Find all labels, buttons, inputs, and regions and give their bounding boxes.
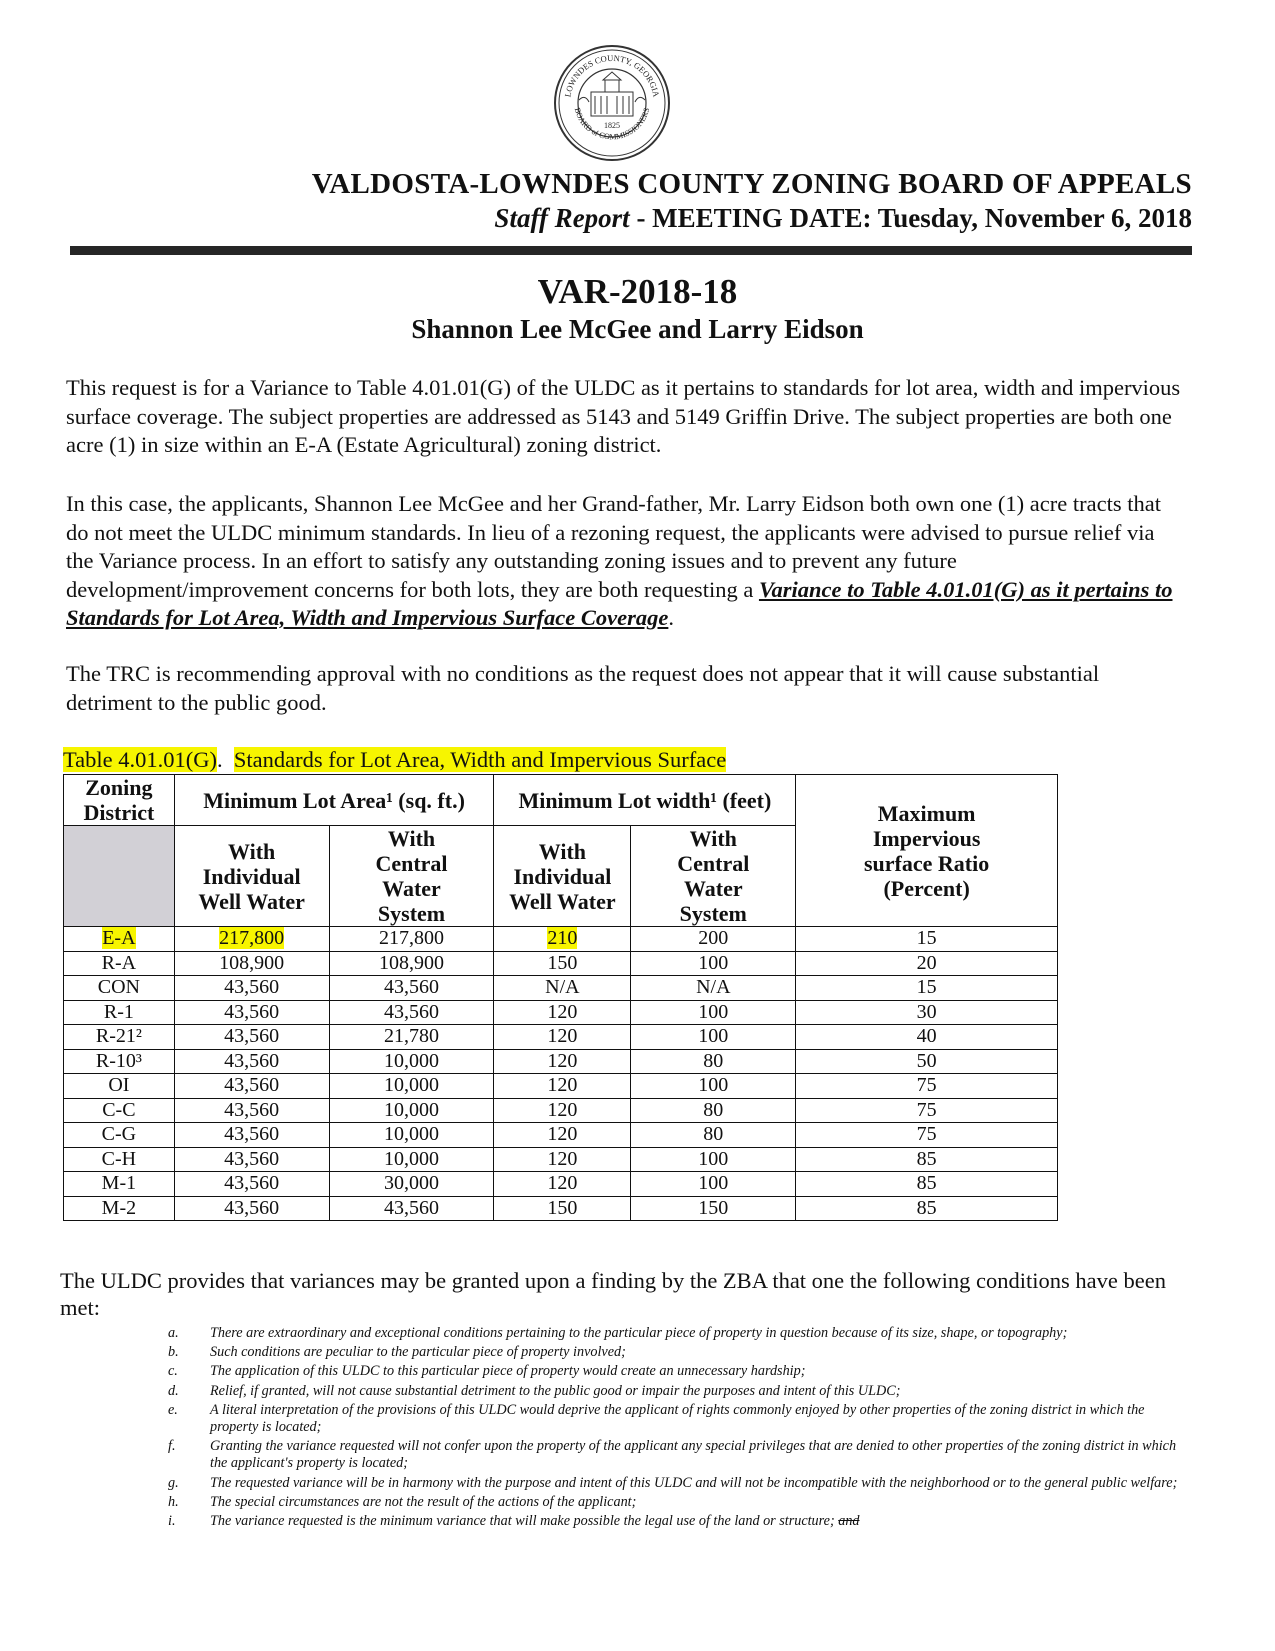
meeting-date: - MEETING DATE: Tuesday, November 6, 2018 — [629, 203, 1192, 233]
width-well-cell: 120 — [494, 1049, 631, 1074]
list-item: f. Granting the variance requested will not confer upon the property of the applicant any special privileges that are denied to other properties of the zoning district in which the applicant's property is located; — [168, 1438, 1177, 1472]
area-well-cell: 43,560 — [174, 1147, 329, 1172]
area-central-cell: 43,560 — [329, 1000, 494, 1025]
table-caption-title: Standards for Lot Area, Width and Impervious Surface — [233, 747, 727, 772]
width-well-cell: 210 — [494, 927, 631, 952]
area-central-cell: 21,780 — [329, 1025, 494, 1050]
impervious-cell: 75 — [796, 1098, 1058, 1123]
list-item: g. The requested variance will be in harmony with the purpose and intent of this ULDC and will not be incompatible with the neighborhood or to the general public welfare; — [168, 1474, 1178, 1491]
area-central-cell: 108,900 — [329, 951, 494, 976]
width-central-cell: 150 — [631, 1196, 796, 1221]
width-well-cell: 120 — [494, 1000, 631, 1025]
width-well-cell: 150 — [494, 951, 631, 976]
district-cell: R-21² — [64, 1025, 175, 1050]
list-item: d. Relief, if granted, will not cause substantial detriment to the public good or impair the purposes and intent of this ULDC; — [168, 1382, 901, 1399]
impervious-cell: 75 — [796, 1123, 1058, 1148]
district-cell: E-A — [64, 927, 175, 952]
table-caption — [63, 747, 726, 773]
district-cell: C-H — [64, 1147, 175, 1172]
district-cell: M-2 — [64, 1196, 175, 1221]
width-well-cell: 120 — [494, 1074, 631, 1099]
width-central-cell: 100 — [631, 1000, 796, 1025]
list-item: b. Such conditions are peculiar to the particular piece of property involved; — [168, 1344, 626, 1361]
width-central-cell: 100 — [631, 1074, 796, 1099]
district-cell: R-1 — [64, 1000, 175, 1025]
width-central-cell: 80 — [631, 1049, 796, 1074]
district-cell: R-10³ — [64, 1049, 175, 1074]
area-well-cell: 43,560 — [174, 1074, 329, 1099]
area-well-cell: 43,560 — [174, 1049, 329, 1074]
list-item: i. The variance requested is the minimum variance that will make possible the legal use of the land or structure; and — [168, 1513, 860, 1530]
table-row — [64, 1049, 1058, 1074]
svg-text:LOWNDES COUNTY, GEORGIA: LOWNDES COUNTY, GEORGIA — [562, 52, 662, 98]
header-divider — [70, 246, 1192, 255]
width-central-cell: 100 — [631, 951, 796, 976]
impervious-cell: 15 — [796, 976, 1058, 1001]
case-number: VAR-2018-18 — [537, 272, 738, 311]
width-well-cell: 120 — [494, 1147, 631, 1172]
district-cell: C-G — [64, 1123, 175, 1148]
width-well-cell: 120 — [494, 1098, 631, 1123]
area-central-cell: 10,000 — [329, 1147, 494, 1172]
table-caption-id: Table 4.01.01(G) — [63, 747, 218, 772]
conditions-intro: The ULDC provides that variances may be granted upon a finding by the ZBA that one the following conditions have been met: — [60, 1268, 1166, 1320]
area-well-cell: 43,560 — [174, 976, 329, 1001]
table-row — [64, 976, 1058, 1001]
applicants-title: Shannon Lee McGee and Larry Eidson — [411, 314, 864, 344]
area-central-cell: 10,000 — [329, 1098, 494, 1123]
meeting-line — [494, 203, 1192, 234]
background-end: . — [668, 605, 674, 630]
impervious-cell: 15 — [796, 927, 1058, 952]
table-row — [64, 1123, 1058, 1148]
header-min-lot-area: Minimum Lot Area¹ (sq. ft.) — [174, 775, 494, 826]
district-cell: CON — [64, 976, 175, 1001]
request-paragraph: This request is for a Variance to Table 4.01.01(G) of the ULDC as it pertains to standards for lot area, width and impervious surface coverage. The subject properties are addressed as 5143 and 5149 Griffin Drive. The subject properties are both one acre (1) in size within an E-A (Estate Agricultural) zoning district. — [66, 375, 1181, 457]
table-row — [64, 1098, 1058, 1123]
width-central-cell: 80 — [631, 1098, 796, 1123]
table-row — [64, 1074, 1058, 1099]
impervious-cell: 30 — [796, 1000, 1058, 1025]
area-central-cell: 43,560 — [329, 976, 494, 1001]
table-row — [64, 951, 1058, 976]
header-area-individual-well: With Individual Well Water — [174, 826, 329, 927]
district-cell: OI — [64, 1074, 175, 1099]
width-central-cell: 200 — [631, 927, 796, 952]
zoning-standards-table — [63, 774, 1058, 1221]
header-width-individual-well: With Individual Well Water — [494, 826, 631, 927]
staff-report-label: Staff Report — [494, 203, 630, 233]
impervious-cell: 75 — [796, 1074, 1058, 1099]
variance-request-emphasis: Variance to Table 4.01.01(G) as it pertains to Standards for Lot Area, Width and Impervious Surface Coverage — [66, 576, 1173, 630]
board-title: VALDOSTA-LOWNDES COUNTY ZONING BOARD OF APPEALS — [311, 168, 1192, 200]
struck-word: and — [838, 1513, 860, 1530]
impervious-cell: 50 — [796, 1049, 1058, 1074]
table-caption-sep: . — [217, 747, 234, 772]
area-well-cell: 43,560 — [174, 1123, 329, 1148]
district-cell: C-C — [64, 1098, 175, 1123]
list-item: a. There are extraordinary and exceptional conditions pertaining to the particular piece of property in question because of its size, shape, or topography; — [168, 1325, 1068, 1341]
header-zoning-district: Zoning District — [64, 775, 175, 826]
width-central-cell: 80 — [631, 1123, 796, 1148]
width-central-cell: 100 — [631, 1147, 796, 1172]
table-row — [64, 1025, 1058, 1050]
area-central-cell: 10,000 — [329, 1074, 494, 1099]
width-central-cell: 100 — [631, 1025, 796, 1050]
width-central-cell: 100 — [631, 1172, 796, 1197]
recommendation-paragraph: The TRC is recommending approval with no conditions as the request does not appear that it will cause substantial detriment to the public good. — [66, 661, 1100, 715]
area-well-cell: 43,560 — [174, 1172, 329, 1197]
background-text: In this case, the applicants, Shannon Lee McGee and her Grand-father, Mr. Larry Eidson both own one (1) acre tracts that do not meet the ULDC minimum standards. In lieu of a rezoning request, the applicants were advised to pursue relief via the Variance process. In an effort to satisfy any outstanding zoning issues and to prevent any future development/improvement concerns for both lots, they are both requesting a — [66, 491, 1161, 602]
width-well-cell: N/A — [494, 976, 631, 1001]
header-width-central-water: With Central Water System — [631, 826, 796, 927]
area-well-cell: 108,900 — [174, 951, 329, 976]
area-well-cell: 43,560 — [174, 1098, 329, 1123]
table-row — [64, 1000, 1058, 1025]
list-item: c. The application of this ULDC to this particular piece of property would create an unnecessary hardship; — [168, 1363, 806, 1380]
impervious-cell: 85 — [796, 1196, 1058, 1221]
list-item: e. A literal interpretation of the provisions of this ULDC would deprive the applicant of rights commonly enjoyed by other properties of the zoning district in which the property is located; — [168, 1401, 1145, 1436]
width-well-cell: 120 — [494, 1172, 631, 1197]
width-well-cell: 150 — [494, 1196, 631, 1221]
area-well-cell: 43,560 — [174, 1025, 329, 1050]
seal-year: 1825 — [604, 121, 620, 130]
county-seal-logo — [553, 44, 671, 162]
header-max-impervious: Maximum Impervious surface Ratio (Percent) — [796, 775, 1058, 927]
svg-text:BOARD of COMMISSIONERS: BOARD of COMMISSIONERS — [572, 106, 652, 142]
width-well-cell: 120 — [494, 1025, 631, 1050]
conditions-list — [150, 1325, 1190, 1532]
width-well-cell: 120 — [494, 1123, 631, 1148]
area-central-cell: 30,000 — [329, 1172, 494, 1197]
area-well-cell: 43,560 — [174, 1000, 329, 1025]
area-well-cell: 217,800 — [174, 927, 329, 952]
table-row — [64, 1147, 1058, 1172]
area-central-cell: 217,800 — [329, 927, 494, 952]
district-cell: R-A — [64, 951, 175, 976]
header-blank-cell — [64, 826, 175, 927]
list-item: h. The special circumstances are not the result of the actions of the applicant; — [168, 1493, 637, 1510]
area-central-cell: 10,000 — [329, 1049, 494, 1074]
district-cell: M-1 — [64, 1172, 175, 1197]
area-central-cell: 10,000 — [329, 1123, 494, 1148]
width-central-cell: N/A — [631, 976, 796, 1001]
table-row — [64, 927, 1058, 952]
impervious-cell: 40 — [796, 1025, 1058, 1050]
impervious-cell: 20 — [796, 951, 1058, 976]
impervious-cell: 85 — [796, 1172, 1058, 1197]
header-min-lot-width: Minimum Lot width¹ (feet) — [494, 775, 796, 826]
table-row — [64, 1172, 1058, 1197]
table-row — [64, 1196, 1058, 1221]
area-central-cell: 43,560 — [329, 1196, 494, 1221]
header-area-central-water: With Central Water System — [329, 826, 494, 927]
background-paragraph — [66, 490, 1186, 633]
impervious-cell: 85 — [796, 1147, 1058, 1172]
area-well-cell: 43,560 — [174, 1196, 329, 1221]
